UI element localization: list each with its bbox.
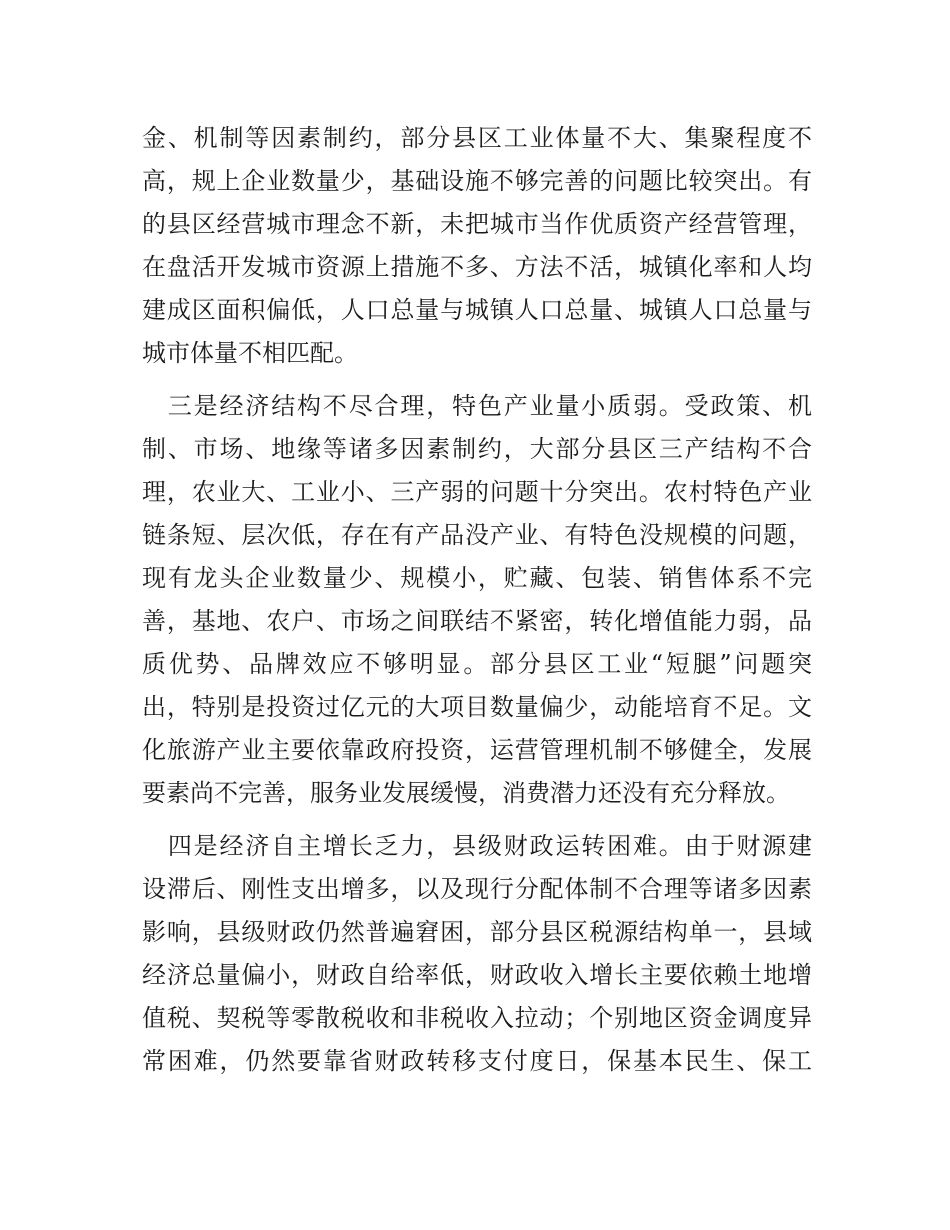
text-line: 影响，县级财政仍然普遍窘困，部分县区税源结构单一，县域 [142,918,812,946]
text-line: 设滞后、刚性支出增多，以及现行分配体制不合理等诸多因素 [142,875,812,903]
text-line: 经济总量偏小，财政自给率低，财政收入增长主要依赖土地增 [142,961,812,989]
text-line: 三是经济结构不尽合理，特色产业量小质弱。受政策、机 [142,392,812,420]
text-line: 质优势、品牌效应不够明显。部分县区工业“短腿”问题突 [142,650,812,678]
text-line: 建成区面积偏低，人口总量与城镇人口总量、城镇人口总量与 [142,296,812,324]
text-line: 化旅游产业主要依靠政府投资，运营管理机制不够健全，发展 [142,736,812,764]
text-line: 高，规上企业数量少，基础设施不够完善的问题比较突出。有 [142,167,812,195]
text-line: 常困难，仍然要靠省财政转移支付度日，保基本民生、保工 [142,1047,812,1075]
text-line: 现有龙头企业数量少、规模小，贮藏、包装、销售体系不完 [142,564,812,592]
text-line: 值税、契税等零散税收和非税收入拉动；个别地区资金调度异 [142,1004,812,1032]
text-line: 四是经济自主增长乏力，县级财政运转困难。由于财源建 [142,832,812,860]
text-line: 金、机制等因素制约，部分县区工业体量不大、集聚程度不 [142,124,812,152]
text-line: 制、市场、地缘等诸多因素制约，大部分县区三产结构不合 [142,435,812,463]
text-line: 在盘活开发城市资源上措施不多、方法不活，城镇化率和人均 [142,253,812,281]
paragraph-2 [142,385,812,815]
text-line: 善，基地、农户、市场之间联结不紧密，转化增值能力弱，品 [142,607,812,635]
text-line: 城市体量不相匹配。 [142,339,358,367]
paragraph-1 [142,117,812,375]
document-body [142,117,812,1083]
text-line: 要素尚不完善，服务业发展缓慢，消费潜力还没有充分释放。 [142,779,790,807]
text-line: 出，特别是投资过亿元的大项目数量偏少，动能培育不足。文 [142,693,812,721]
text-line: 链条短、层次低，存在有产品没产业、有特色没规模的问题， [142,521,812,549]
paragraph-3 [142,825,812,1083]
text-line: 的县区经营城市理念不新，未把城市当作优质资产经营管理， [142,210,812,238]
text-line: 理，农业大、工业小、三产弱的问题十分突出。农村特色产业 [142,478,812,506]
